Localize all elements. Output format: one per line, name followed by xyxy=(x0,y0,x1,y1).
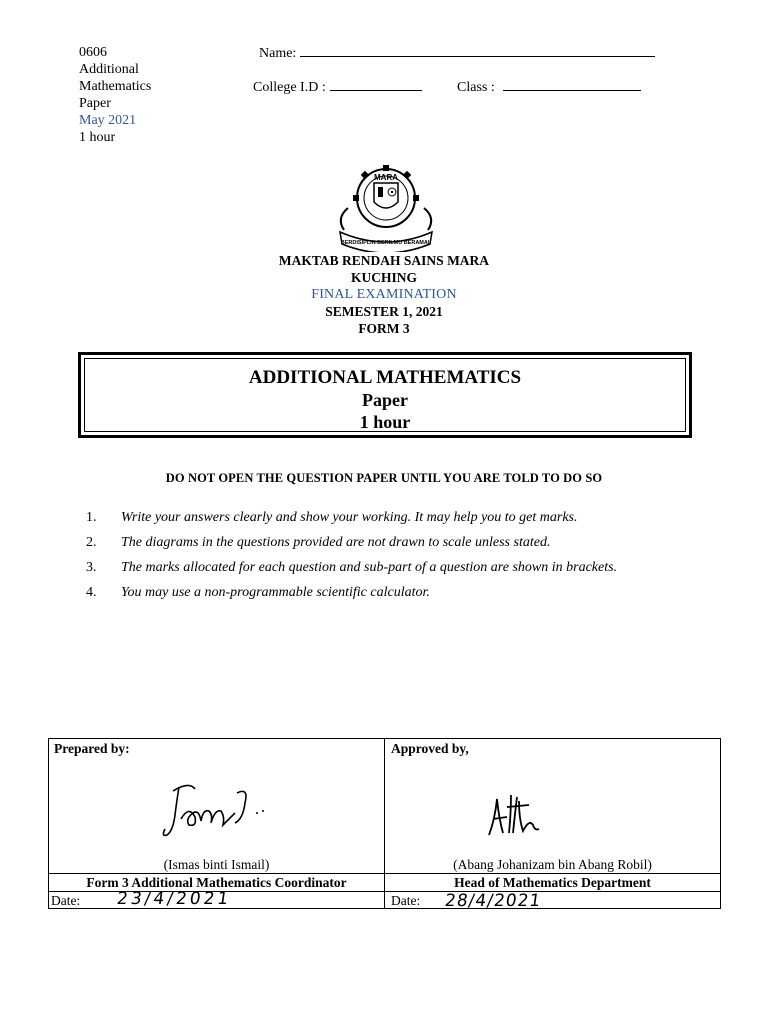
class-field[interactable] xyxy=(457,78,641,96)
paper-code: 0606 xyxy=(79,45,107,60)
subject-title: ADDITIONAL MATHEMATICS xyxy=(248,367,522,388)
instruction-text: The marks allocated for each question and sub-part of a question are shown in brackets. xyxy=(121,560,618,575)
instruction-item xyxy=(86,535,617,560)
logo-banner-text: BERDISIPLIN BERILMU BERAMAL xyxy=(340,240,432,246)
approved-date: 28/4/2021 xyxy=(443,891,543,911)
subject-line-1: Additional xyxy=(79,62,139,77)
approved-name: (Abang Johanizam bin Abang Robil) xyxy=(453,857,652,872)
duration-title: 1 hour xyxy=(359,412,411,432)
prepared-name: (Ismas binti Ismail) xyxy=(163,857,270,872)
header-info xyxy=(79,44,151,146)
prepared-role: Form 3 Additional Mathematics Coordinator xyxy=(86,875,347,890)
instruction-number: 1. xyxy=(86,510,97,525)
exam-month-year: May 2021 xyxy=(79,113,137,128)
paper-label: Paper xyxy=(79,96,111,111)
name-field[interactable] xyxy=(259,44,655,62)
college-id-field[interactable] xyxy=(253,78,422,96)
instruction-text: You may use a non-programmable scientific calculator. xyxy=(121,585,430,600)
prepared-date-label: Date: xyxy=(51,893,81,908)
paper-title: Paper xyxy=(362,390,408,410)
approved-date-label: Date: xyxy=(391,893,421,908)
institution-block xyxy=(0,252,768,337)
exam-duration: 1 hour xyxy=(79,130,116,145)
instruction-text: The diagrams in the questions provided are not drawn to scale unless stated. xyxy=(121,535,551,550)
approved-signature xyxy=(485,789,545,839)
title-box xyxy=(78,352,692,438)
institution-name: MAKTAB RENDAH SAINS MARA xyxy=(278,253,490,268)
approved-role: Head of Mathematics Department xyxy=(454,875,651,890)
college-id-label: College I.D : xyxy=(253,80,326,95)
warning-text: DO NOT OPEN THE QUESTION PAPER UNTIL YOU ARE TOLD TO DO SO xyxy=(165,471,603,485)
name-blank[interactable] xyxy=(300,44,655,57)
instruction-number: 2. xyxy=(86,535,97,550)
form-level: FORM 3 xyxy=(358,321,410,336)
instructions-list xyxy=(86,510,617,610)
signature-table xyxy=(48,738,721,909)
exam-title: FINAL EXAMINATION xyxy=(311,287,457,302)
subject-line-2: Mathematics xyxy=(79,79,152,94)
prepared-signature xyxy=(159,779,269,845)
instruction-item xyxy=(86,560,617,585)
instruction-item xyxy=(86,585,617,610)
mrsm-logo xyxy=(330,160,442,252)
prepared-by-label: Prepared by: xyxy=(54,741,130,756)
instruction-number: 3. xyxy=(86,560,97,575)
institution-city: KUCHING xyxy=(350,270,417,285)
instruction-number: 4. xyxy=(86,585,97,600)
class-blank[interactable] xyxy=(503,78,641,91)
class-label: Class : xyxy=(457,80,495,95)
instruction-item xyxy=(86,510,617,535)
semester: SEMESTER 1, 2021 xyxy=(325,304,443,319)
college-id-blank[interactable] xyxy=(330,78,422,91)
instruction-text: Write your answers clearly and show your working. It may help you to get marks. xyxy=(121,510,578,525)
name-label: Name: xyxy=(259,46,297,61)
approved-by-label: Approved by, xyxy=(391,741,469,756)
prepared-date: 23/4/2021 xyxy=(115,889,233,909)
logo-top-text: MARA xyxy=(374,173,398,182)
